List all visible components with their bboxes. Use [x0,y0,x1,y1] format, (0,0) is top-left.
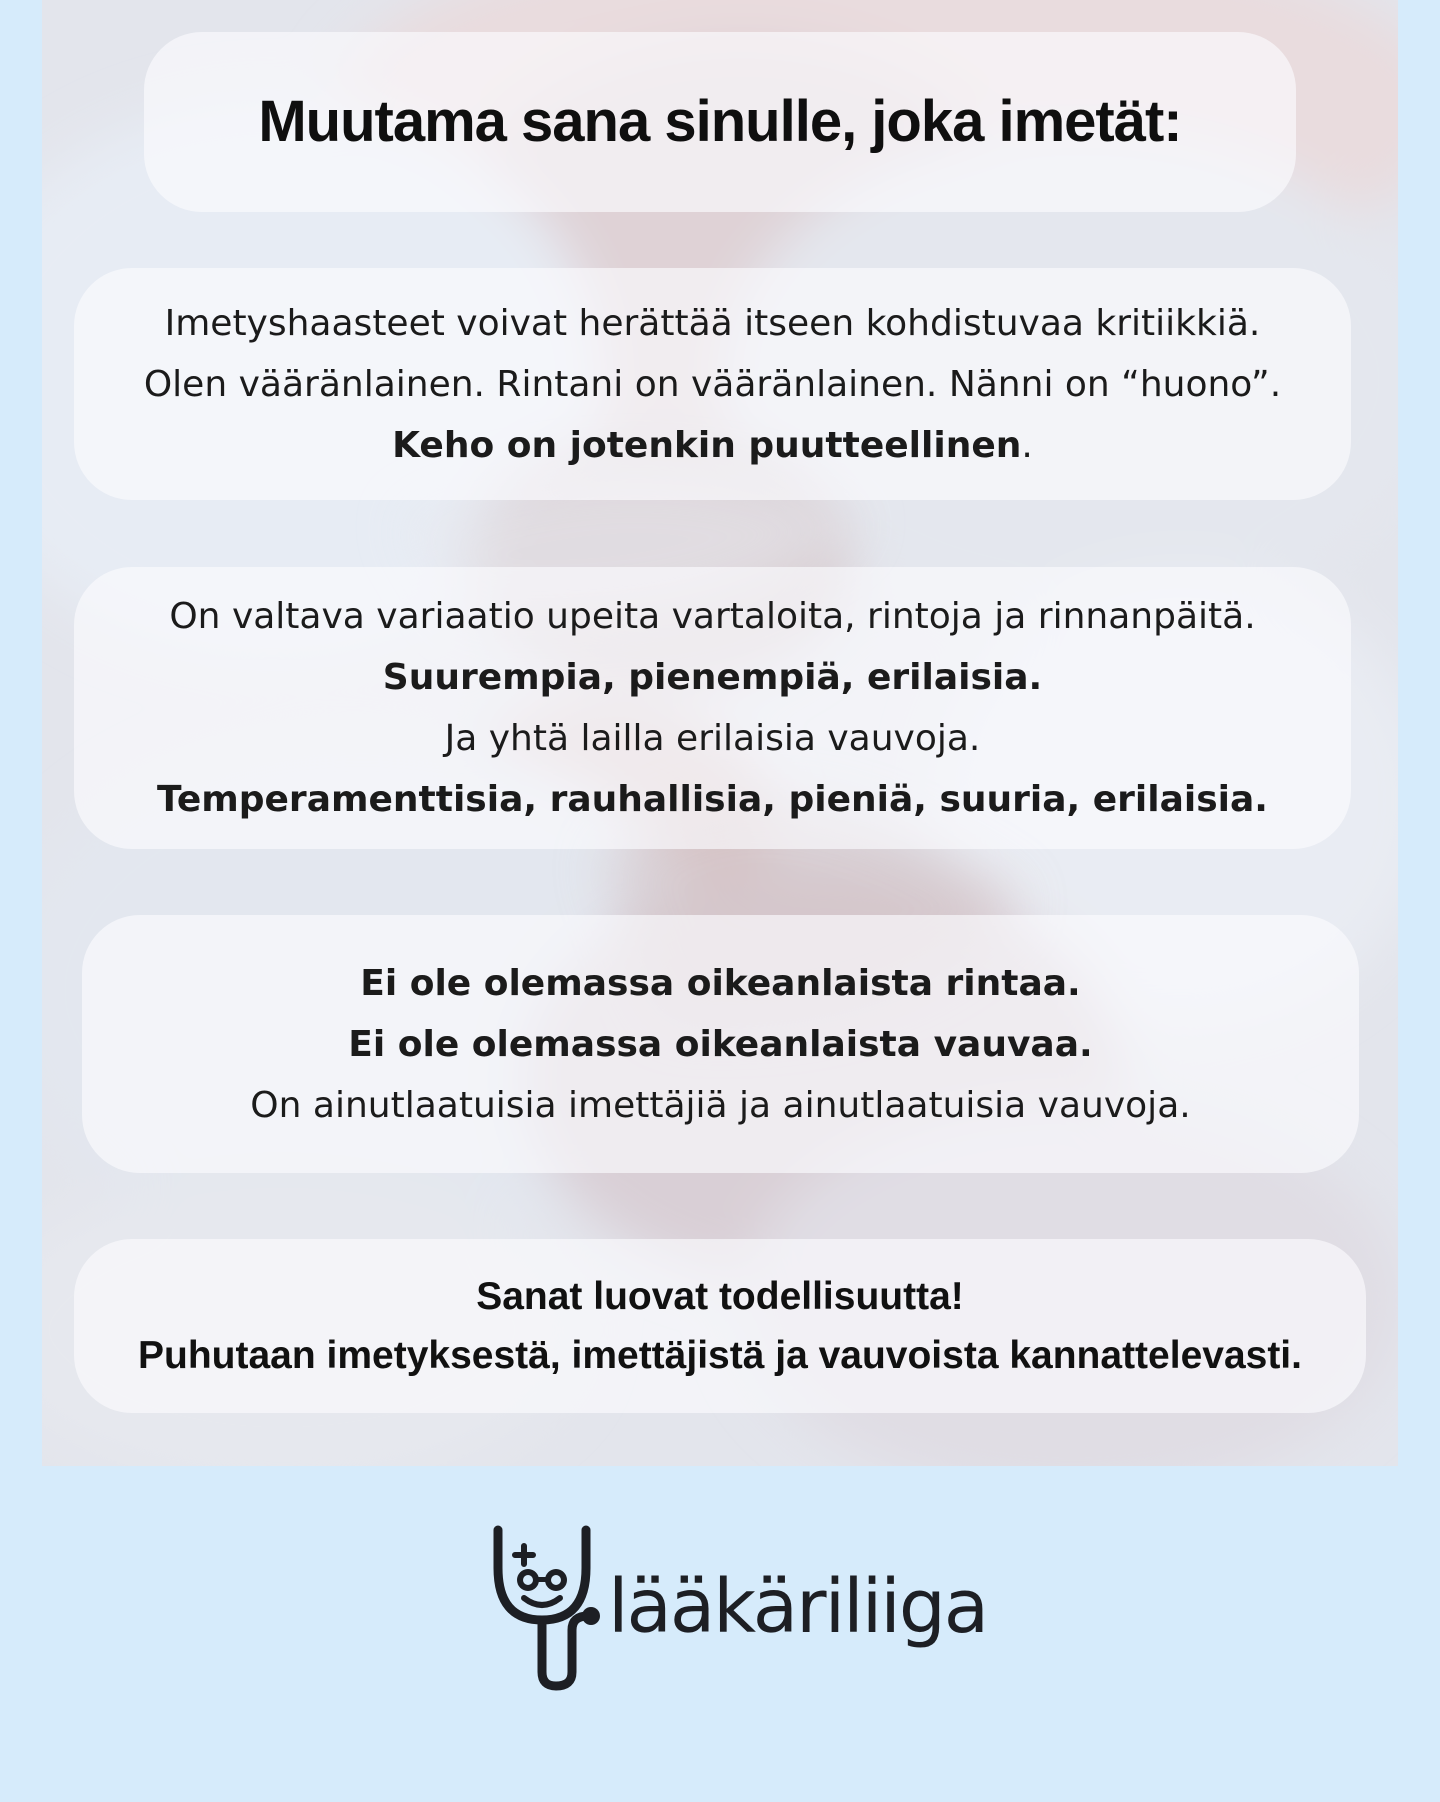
card-line: Ei ole olemassa oikeanlaista rintaa. [360,962,1081,1004]
brand-wordmark: lääkäriliiga [608,1564,988,1650]
brand-logo[interactable] [488,1524,988,1694]
card-closing [74,1239,1366,1413]
page-title: Muutama sana sinulle, joka imetät: [258,89,1182,155]
card-line [392,415,1033,476]
card-line: Ja yhtä lailla erilaisia vauvoja. [444,718,981,759]
card-self-criticism [74,268,1351,500]
card-line-bold: Keho on jotenkin puutteellinen [392,424,1022,466]
card-line-suffix: . [1021,424,1033,466]
card-line: Temperamenttisia, rauhallisia, pieniä, suuria, erilaisia. [157,779,1268,820]
card-line: On valtava variaatio upeita vartaloita, rintoja ja rinnanpäitä. [169,596,1256,637]
card-line: Suurempia, pienempiä, erilaisia. [382,657,1043,698]
card-line: Olen vääränlainen. Rintani on vääränlainen. Nänni on “huono”. [143,363,1282,405]
card-uniqueness [82,915,1359,1173]
card-line: Puhutaan imetyksestä, imettäjistä ja vauvoista kannattelevasti. [138,1334,1302,1377]
card-variation [74,567,1351,849]
doctor-stethoscope-icon [488,1524,608,1694]
card-line: Sanat luovat todellisuutta! [476,1275,964,1318]
card-line: On ainutlaatuisia imettäjiä ja ainutlaatuisia vauvoja. [250,1084,1191,1126]
card-line: Ei ole olemassa oikeanlaista vauvaa. [348,1023,1093,1065]
card-line: Imetyshaasteet voivat herättää itseen kohdistuvaa kritiikkiä. [164,302,1261,344]
title-card [144,32,1296,212]
